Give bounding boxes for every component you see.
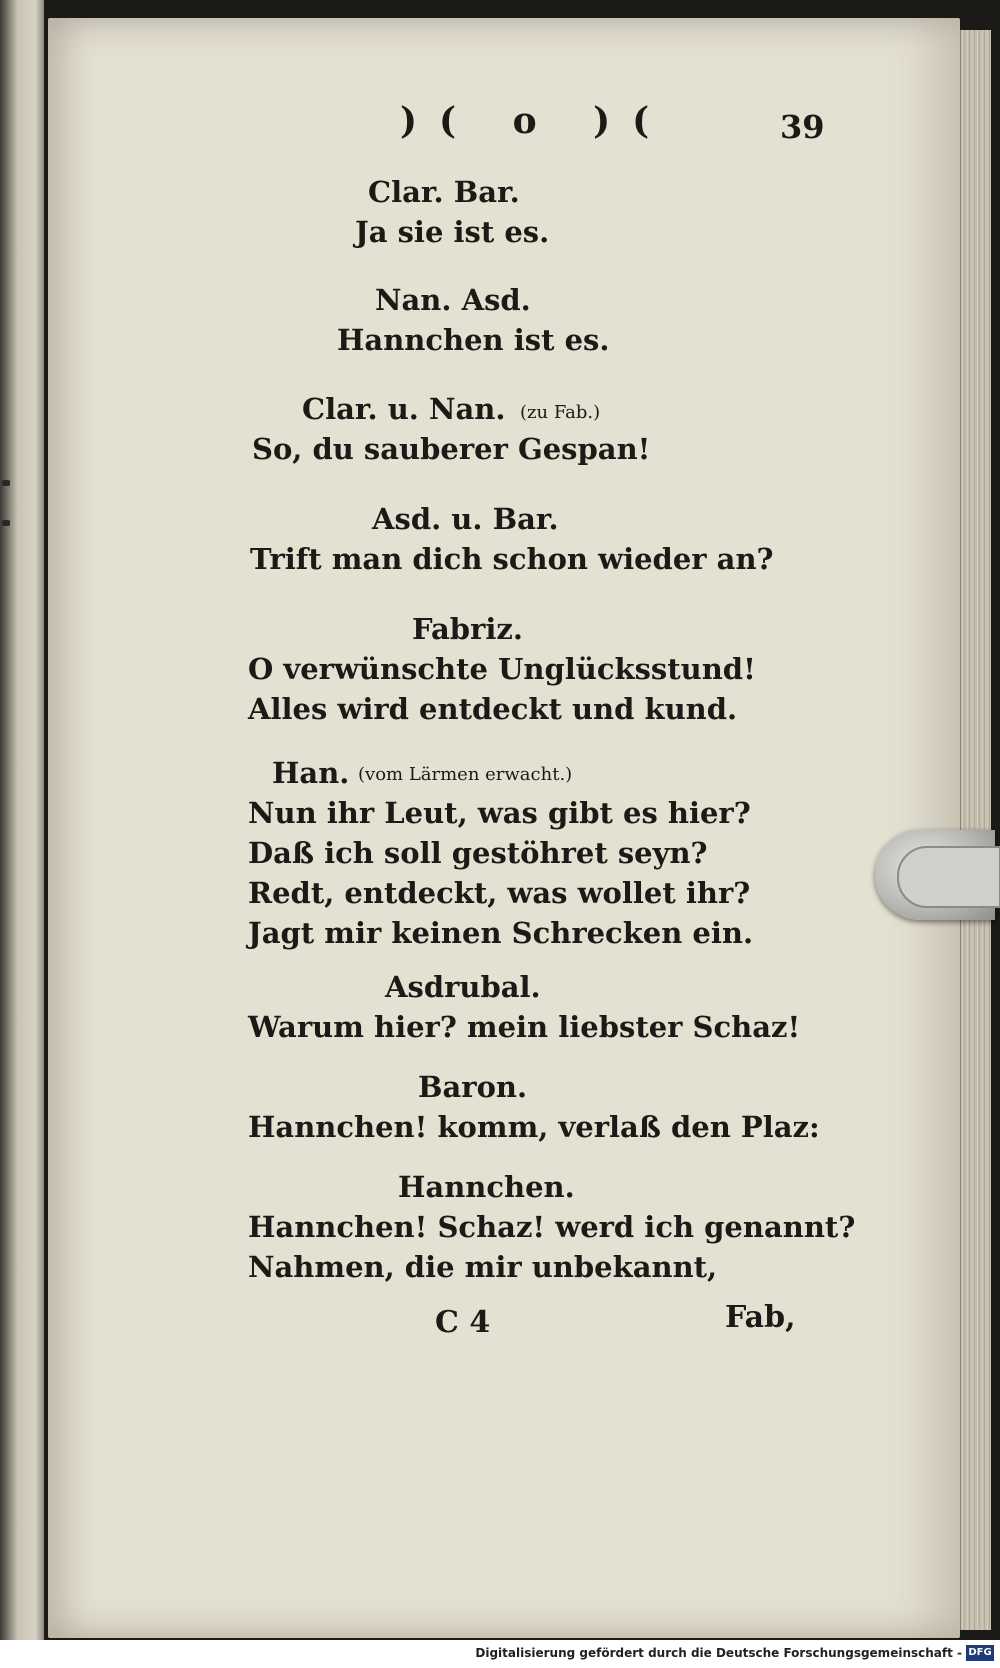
left-page-edge bbox=[0, 0, 44, 1640]
speaker: Fabriz. bbox=[412, 612, 523, 646]
page-number: 39 bbox=[780, 108, 825, 146]
speaker: Asdrubal. bbox=[385, 970, 541, 1004]
speaker: Clar. Bar. bbox=[368, 175, 520, 209]
credit-bar bbox=[0, 1640, 1000, 1668]
verse-line: Hannchen ist es. bbox=[337, 323, 610, 357]
verse-line: Nun ihr Leut, was gibt es hier? bbox=[248, 796, 751, 830]
header-ornament: )( o )( bbox=[400, 100, 672, 142]
verse-line: Jagt mir keinen Schrecken ein. bbox=[248, 916, 754, 950]
verse-line: Ja sie ist es. bbox=[355, 215, 550, 249]
verse-line: Hannchen! komm, verlaß den Plaz: bbox=[248, 1110, 820, 1144]
edge-mark bbox=[2, 480, 10, 486]
verse-line: Hannchen! Schaz! werd ich genannt? bbox=[248, 1210, 856, 1244]
edge-mark bbox=[2, 520, 10, 526]
verse-line: Alles wird entdeckt und kund. bbox=[248, 692, 738, 726]
stage-direction: (vom Lärmen erwacht.) bbox=[358, 764, 573, 785]
signature-mark: C 4 bbox=[435, 1305, 491, 1340]
verse-line: Warum hier? mein liebster Schaz! bbox=[248, 1010, 801, 1044]
speaker: Han. bbox=[272, 756, 350, 790]
verse-line: Daß ich soll gestöhret seyn? bbox=[248, 836, 708, 870]
speaker: Hannchen. bbox=[398, 1170, 575, 1204]
speaker: Clar. u. Nan. bbox=[302, 392, 506, 426]
credit-text: Digitalisierung gefördert durch die Deutsche Forschungsgemeinschaft - bbox=[475, 1646, 962, 1660]
verse-line: Trift man dich schon wieder an? bbox=[250, 542, 774, 576]
verse-line: Redt, entdeckt, was wollet ihr? bbox=[248, 876, 751, 910]
catchword: Fab, bbox=[725, 1300, 796, 1335]
dfg-logo: DFG bbox=[966, 1645, 994, 1661]
speaker: Asd. u. Bar. bbox=[372, 502, 559, 536]
speaker: Baron. bbox=[418, 1070, 528, 1104]
page-clip bbox=[875, 830, 995, 920]
verse-line: O verwünschte Unglücksstund! bbox=[248, 652, 756, 686]
speaker: Nan. Asd. bbox=[375, 283, 531, 317]
verse-line: So, du sauberer Gespan! bbox=[252, 432, 651, 466]
verse-line: Nahmen, die mir unbekannt, bbox=[248, 1250, 718, 1284]
stage-direction: (zu Fab.) bbox=[520, 402, 601, 423]
